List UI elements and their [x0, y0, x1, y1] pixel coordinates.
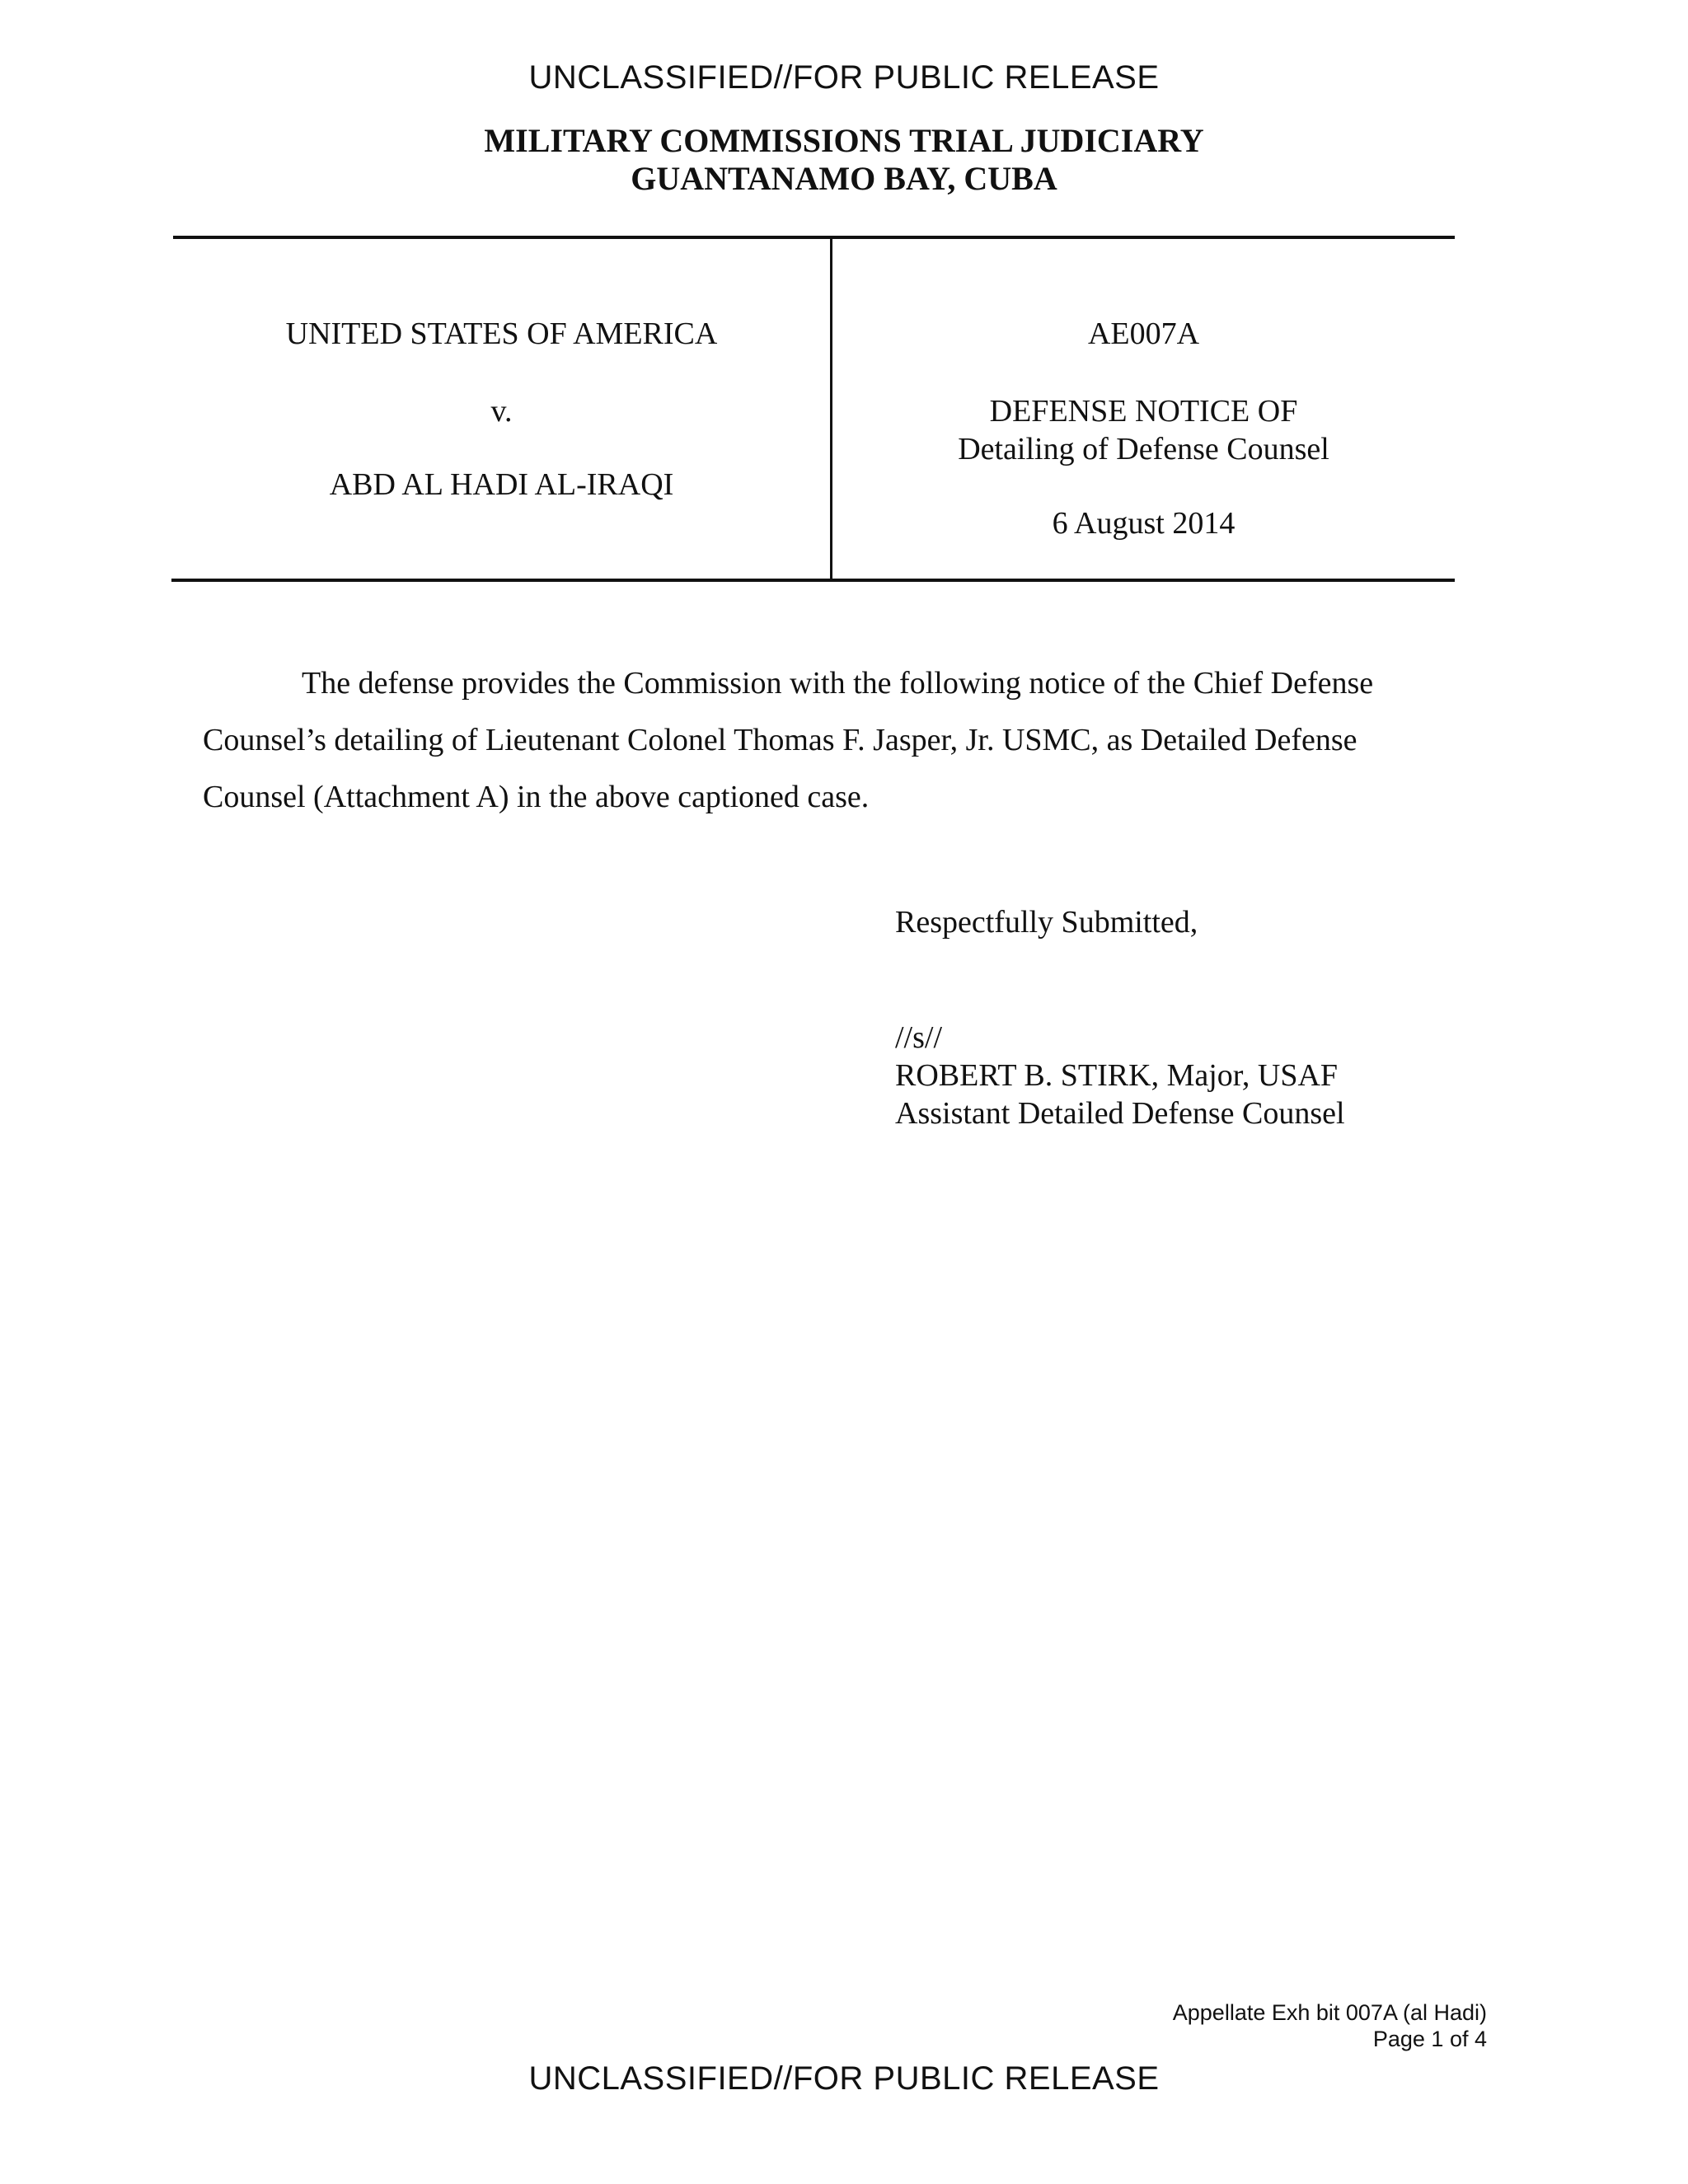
caption-top-rule	[173, 236, 1455, 239]
exhibit-label: Appellate Exh bit 007A (al Hadi)	[1172, 2000, 1487, 2025]
signature-closing: Respectfully Submitted,	[895, 905, 1198, 940]
signature-mark: //s//	[895, 1020, 943, 1055]
caption-filing-title: DEFENSE NOTICE OF	[989, 394, 1298, 429]
classification-banner-bottom: UNCLASSIFIED//FOR PUBLIC RELEASE	[528, 2060, 1160, 2097]
caption-versus: v.	[490, 394, 513, 429]
caption-defendant: ABD AL HADI AL-IRAQI	[329, 467, 674, 502]
caption-ae-number: AE007A	[1087, 316, 1200, 351]
caption-plaintiff: UNITED STATES OF AMERICA	[285, 316, 718, 351]
caption-filing-subtitle: Detailing of Defense Counsel	[958, 432, 1329, 466]
caption-date: 6 August 2014	[1052, 506, 1236, 541]
body-paragraph: The defense provides the Commission with the following notice of the Chief Defense Counsel’s detailing of Lieutenant Colonel Thomas F. Jasper, Jr. USMC, as Detailed Defense Counsel (Attachment A) in the above captioned case.	[203, 666, 1374, 814]
court-location: GUANTANAMO BAY, CUBA	[631, 160, 1057, 197]
signature-name: ROBERT B. STIRK, Major, USAF	[895, 1058, 1339, 1093]
signature-title: Assistant Detailed Defense Counsel	[895, 1096, 1345, 1131]
caption-bottom-rule	[171, 579, 1455, 582]
page-number: Page 1 of 4	[1372, 2027, 1487, 2051]
court-name: MILITARY COMMISSIONS TRIAL JUDICIARY	[484, 122, 1204, 159]
classification-banner-top: UNCLASSIFIED//FOR PUBLIC RELEASE	[528, 59, 1160, 96]
